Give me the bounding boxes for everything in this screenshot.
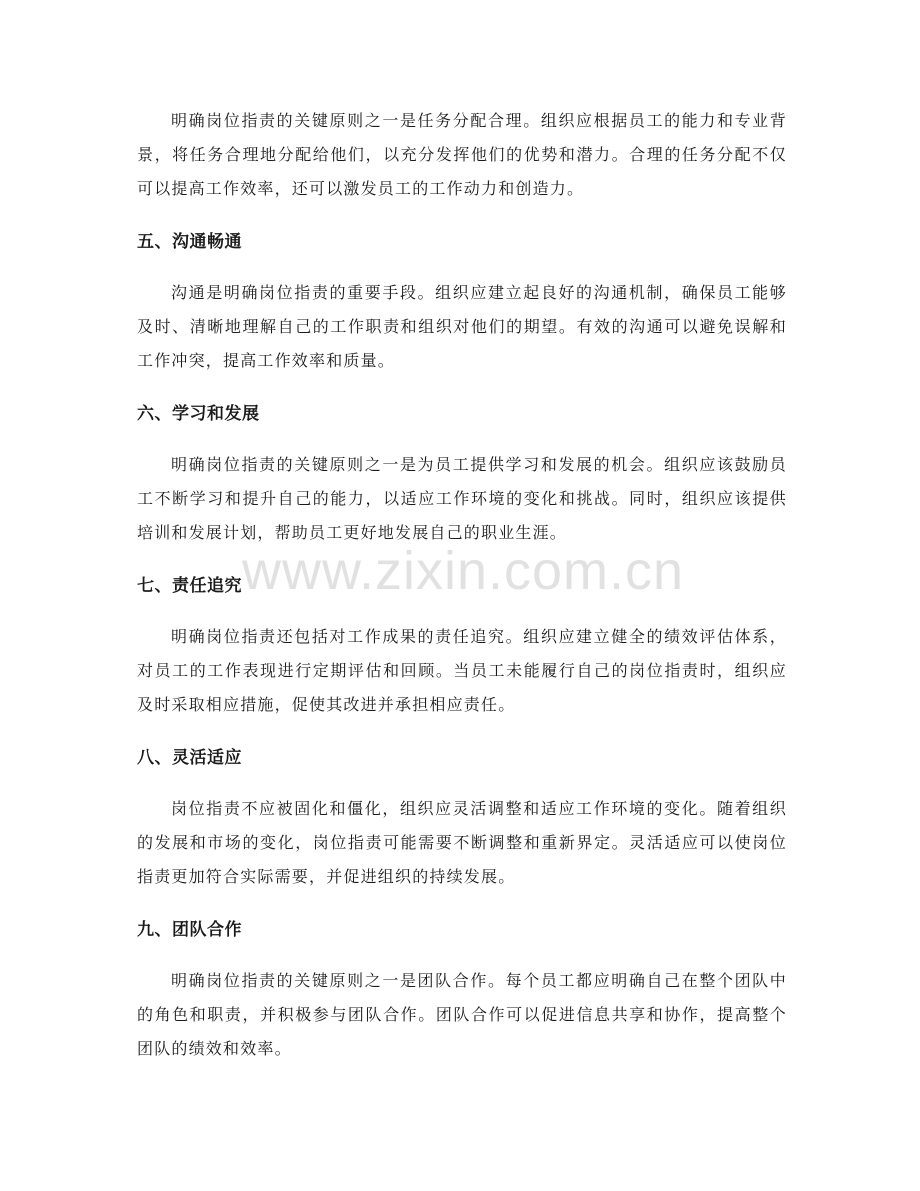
paragraph-flexibility: 岗位指责不应被固化和僵化，组织应灵活调整和适应工作环境的变化。随着组织的发展和市场的变化，岗位指责可能需要不断调整和重新界定。灵活适应可以使岗位指责更加符合实际需要，并促进组织的持续发展。	[137, 799, 787, 886]
heading-learning-development: 六、学习和发展	[137, 404, 260, 424]
paragraph-task-allocation: 明确岗位指责的关键原则之一是任务分配合理。组织应根据员工的能力和专业背景，将任务合理地分配给他们，以充分发挥他们的优势和潜力。合理的任务分配不仅可以提高工作效率，还可以激发员工的工作动力和创造力。	[137, 111, 787, 198]
paragraph-accountability: 明确岗位指责还包括对工作成果的责任追究。组织应建立健全的绩效评估体系，对员工的工作表现进行定期评估和回顾。当员工未能履行自己的岗位指责时，组织应及时采取相应措施，促使其改进并承担相应责任。	[137, 627, 787, 714]
heading-communication: 五、沟通畅通	[137, 232, 242, 252]
paragraph-teamwork: 明确岗位指责的关键原则之一是团队合作。每个员工都应明确自己在整个团队中的角色和职责，并积极参与团队合作。团队合作可以促进信息共享和协作，提高整个团队的绩效和效率。	[137, 971, 787, 1058]
paragraph-communication: 沟通是明确岗位指责的重要手段。组织应建立起良好的沟通机制，确保员工能够及时、清晰地理解自己的工作职责和组织对他们的期望。有效的沟通可以避免误解和工作冲突，提高工作效率和质量。	[137, 283, 787, 370]
heading-accountability: 七、责任追究	[137, 576, 242, 596]
heading-flexibility: 八、灵活适应	[137, 748, 242, 768]
watermark: www.zixin.com.cn	[241, 541, 685, 601]
heading-teamwork: 九、团队合作	[137, 920, 242, 940]
paragraph-learning-development: 明确岗位指责的关键原则之一是为员工提供学习和发展的机会。组织应该鼓励员工不断学习和提升自己的能力，以适应工作环境的变化和挑战。同时，组织应该提供培训和发展计划，帮助员工更好地发展自己的职业生涯。	[137, 455, 787, 542]
document-content	[137, 104, 787, 1066]
